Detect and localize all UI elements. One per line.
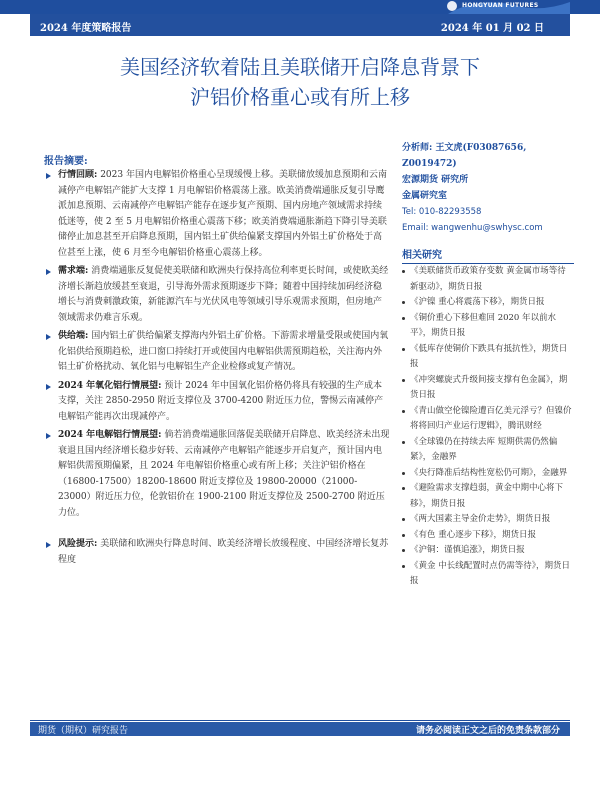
section-head: 供给端: — [58, 331, 89, 341]
triangle-bullet-icon — [46, 173, 51, 179]
section-head: 2024 年氧化铝行情展望: — [58, 380, 162, 391]
related-item[interactable] — [402, 435, 574, 466]
related-item-text: 《两大国素主导金价走势》，期货日报 — [410, 514, 551, 524]
analyst-info — [402, 140, 574, 236]
triangle-bullet-icon — [46, 269, 51, 275]
section-body: 预计 2024 年中国氧化铝价格仍将具有较强的生产成本支撑，关注 2850-2950 附近支撑位及 3700-4200 附近压力位，警惕云南减停产电解铝产能再次出现减停产。 — [58, 380, 384, 422]
summary-section — [44, 168, 390, 261]
related-item-text: 《央行降准后结构性宽松仍可期》，金融界 — [410, 467, 568, 478]
triangle-bullet-icon — [46, 433, 51, 439]
footer-report-type: 期货（期权）研究报告 — [38, 726, 129, 736]
bullet-dot-icon — [402, 472, 405, 475]
section-head: 需求端: — [58, 266, 89, 276]
related-item-text: 《沪铜：谨慎追涨》，期货日报 — [410, 545, 525, 555]
related-item[interactable] — [402, 264, 574, 295]
related-item-text: 《有色 重心逐步下移》，期货日报 — [410, 529, 536, 540]
section-body: 美联储和欧洲央行降息时间、欧美经济增长放缓程度、中国经济增长复苏程度 — [58, 539, 389, 565]
report-type: 2024 年度策略报告 — [40, 23, 132, 34]
related-item-text: 《避险需求支撑趋弱，黄金中期中心将下移》，期货日报 — [410, 483, 564, 509]
section-body: 国内铝土矿供给偏紧支撑海内外铝土矿价格。下游需求增量受限或使国内氧化铝供给预期趋松，进口窗口持续打开或使国内电解铝供需预期趋松，关注海内外铝土矿价格扰动、氧化铝与电解铝生产企业检修或复产情况。 — [58, 331, 389, 372]
related-item-text: 《青山做空伦镍险遭百亿美元浮亏？但镍价将将回归产业运行逻辑》，腾讯财经 — [410, 405, 572, 431]
summary-section — [44, 329, 390, 376]
section-body: 2023 年国内电解铝价格重心呈现缓慢上移。美联储放缓加息预期和云南减停产电解铝产能扩大支撑 1 月电解铝价格震荡上涨。欧美消费端通胀反复引导鹰派加息预期、云南减停产电解铝产能存在逐步复产预期、国内房地产领域需求持续低迷等，使 2 至 5 月电解铝价格重心震荡下移；欧美消费端通胀渐趋下降引导美联储停止加息甚至开启降息预期，国内铝土矿供给偏紧支撑国内外铝土矿价格处于高位甚至上涨，使 6 月至今电解铝价格重心震荡上移。 — [58, 170, 387, 258]
triangle-bullet-icon — [46, 384, 51, 390]
bullet-dot-icon — [402, 301, 405, 304]
bullet-dot-icon — [402, 348, 405, 351]
analyst-box — [402, 140, 574, 236]
related-item[interactable] — [402, 342, 574, 373]
summary-section — [44, 264, 390, 326]
related-item[interactable] — [402, 528, 574, 544]
related-item-text: 《沪镍 重心将震荡下移》，期货日报 — [410, 297, 545, 307]
related-item[interactable] — [402, 481, 574, 512]
logo-text: HONGYUAN FUTURES — [462, 2, 539, 9]
summary-label: 报告摘要: — [44, 156, 88, 167]
summary-sections — [44, 168, 390, 571]
analyst-email[interactable]: Email: wangwenhu@swhysc.com — [402, 223, 543, 233]
related-item[interactable] — [402, 466, 574, 482]
analyst-tel: Tel: 010-82293558 — [402, 207, 482, 217]
section-body: 消费端通胀反复促使美联储和欧洲央行保持高位利率更长时间，或使欧美经济增长渐趋放缓甚至衰退，引导海外需求预期逐步下降；随着中国持续加码经济稳增长与消费刺激政策，新能源汽车与光伏风电等领域引导乐观需求预期，但房地产领域需求仍难言乐观。 — [58, 266, 389, 323]
bullet-dot-icon — [402, 410, 405, 413]
related-item[interactable] — [402, 512, 574, 528]
related-item-text: 《黄金 中长线配置时点仍需等待》，期货日报 — [410, 560, 570, 586]
analyst-name: 分析师: 王文虎(F03087656, Z0019472) — [402, 143, 527, 169]
bullet-dot-icon — [402, 487, 405, 490]
related-item-text: 《冲突螺旋式升级间接支撑有色金属》，期货日报 — [410, 374, 568, 400]
triangle-bullet-icon — [46, 542, 51, 548]
analyst-dept: 金属研究室 — [402, 191, 448, 201]
section-body: 倘若消费端通胀回落促美联储开启降息、欧美经济未出现衰退且国内经济增长稳步好转、云南减停产电解铝产能逐步开启复产，预计国内电解铝供需预期偏紧，且 2024 年电解铝价格重心或有所上移；关注沪铝价格在（16800-17500）18200-18600 附近支撑位及 19800-20000（21000-23000）附近压力位，伦敦铝价在 1900-2100 附近支撑位及 2500-2700 附近压力位。 — [58, 430, 390, 518]
risk-section — [44, 537, 390, 568]
footer-disclaimer: 请务必阅读正文之后的免责条款部分 — [415, 726, 560, 736]
header-bar — [30, 14, 570, 36]
related-item-text: 《低库存使铜价下跌具有抵抗性》，期货日报 — [410, 343, 568, 369]
bullet-dot-icon — [402, 534, 405, 537]
bullet-dot-icon — [402, 549, 405, 552]
summary-section — [44, 428, 390, 521]
related-item-text: 《铜价重心下移但难回 2020 年以前水平》，期货日报 — [410, 312, 557, 338]
section-head: 2024 年电解铝行情展望: — [58, 430, 162, 440]
footer-divider — [30, 720, 570, 721]
summary-section — [44, 379, 390, 426]
bullet-dot-icon — [402, 565, 405, 568]
related-item-text: 《全球镍仍在持续去库 短期供需仍然偏紧》，金融界 — [410, 436, 558, 462]
title-line-2: 沪铝价格重心或有所上移 — [190, 85, 410, 109]
section-head: 行情回顾: — [58, 170, 98, 180]
bullet-dot-icon — [402, 270, 405, 273]
related-item-text: 《美联储货币政策存变数 黄金属市场等待新驱动》，期货日报 — [410, 266, 566, 292]
related-item[interactable] — [402, 543, 574, 559]
related-item[interactable] — [402, 373, 574, 404]
related-item[interactable] — [402, 295, 574, 311]
related-research-list — [402, 264, 574, 590]
section-head: 风险提示: — [58, 539, 98, 549]
bullet-dot-icon — [402, 379, 405, 382]
page-title — [30, 52, 570, 112]
related-research-title: 相关研究 — [402, 246, 574, 264]
bullet-dot-icon — [402, 317, 405, 320]
related-item[interactable] — [402, 559, 574, 590]
bullet-dot-icon — [402, 518, 405, 521]
analyst-firm: 宏源期货 研究所 — [402, 175, 469, 185]
report-date: 2024 年 01 月 02 日 — [440, 23, 544, 34]
triangle-bullet-icon — [46, 334, 51, 340]
related-item[interactable] — [402, 404, 574, 435]
title-line-1: 美国经济软着陆且美联储开启降息背景下 — [120, 55, 480, 79]
bullet-dot-icon — [402, 441, 405, 444]
related-item[interactable] — [402, 311, 574, 342]
